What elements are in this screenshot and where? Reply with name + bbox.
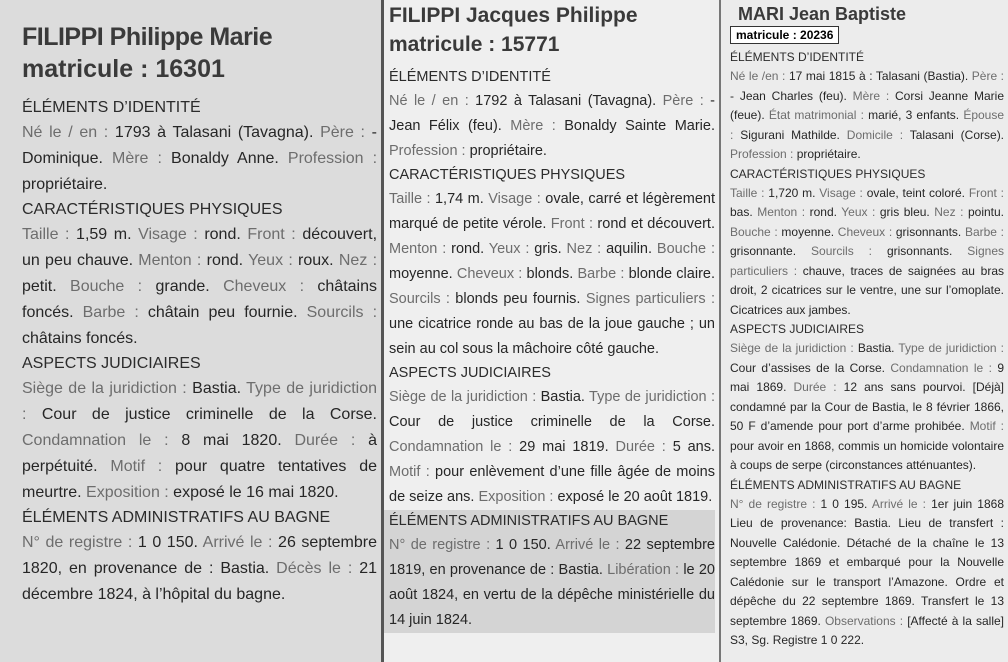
field-label: Nez : [566, 241, 607, 257]
admin-text [389, 533, 715, 633]
field-value: 5 ans. [672, 439, 715, 455]
field-value: 1 0 150. [137, 534, 203, 551]
field-value: blonds. [526, 266, 578, 282]
field-label: Motif : [389, 464, 436, 480]
judicial-text [389, 385, 715, 510]
field-value: rond et découvert. [597, 216, 715, 232]
field-value: Cour de justice criminelle de la Corse. [389, 414, 715, 430]
field-value: Cour d’assises de la Corse. [730, 360, 891, 375]
field-label: Type de juridiction : [898, 341, 1005, 355]
admin-text [730, 495, 1004, 651]
person-name: FILIPPI Philippe Marie [22, 23, 273, 51]
field-label: Père : [662, 93, 711, 109]
physical-text [389, 187, 715, 362]
field-label: Type de juridiction : [589, 389, 715, 405]
field-value: exposé le 20 août 1819. [557, 489, 713, 505]
field-label: Barbe : [82, 304, 148, 321]
field-label: Visage : [488, 191, 546, 207]
field-value: petit. [22, 278, 71, 295]
field-value: bas. [730, 205, 758, 219]
field-label: Front : [550, 216, 598, 232]
field-label: Siège de la juridiction : [730, 341, 858, 355]
field-label: Arrivé le : [202, 534, 279, 551]
field-value: rond. [451, 241, 489, 257]
field-label: Condamnation le : [890, 360, 998, 375]
person-name: FILIPPI Jacques Philippe [389, 4, 638, 27]
field-label: N° de registre : [22, 534, 138, 551]
field-label: Menton : [389, 241, 452, 257]
field-value: pour avoir en 1868, commis un homicide volontaire à coups de serpe (circonstances atténuantes). [730, 438, 1004, 472]
field-value: 1,59 m. [76, 226, 139, 243]
field-label: Né le / en : [389, 93, 476, 109]
field-value: marié, 3 enfants. [868, 108, 964, 122]
field-value: pointu. [967, 205, 1005, 219]
field-value: chauve, traces de saignées au bras droit, 2 cicatrices sur le ventre, une sur l’omoplate. Cicatrices aux jambes. [730, 263, 1004, 317]
field-value: 1er juin 1868 Lieu de provenance: Bastia. Lieu de transfert : Nouvelle Calédonie. Détaché de la chaîne le 13 septembre 1869 et embarqué pour la Nouvelle Calédonie sur le transport l’Amazone. Ordre et dépêche du 22 septembre 1869. Transfert le 13 septembre 1869. [730, 496, 1005, 628]
field-label: Taille : [389, 191, 435, 207]
physical-text [730, 184, 1004, 321]
field-label: Décès le : [276, 560, 360, 577]
field-value: 1 0 150. [495, 537, 556, 553]
field-label: Durée : [294, 432, 369, 449]
field-value: Sigurani Mathilde. [740, 127, 847, 142]
field-label: Père : [971, 69, 1005, 83]
section-title-identity: ÉLÉMENTS D’IDENTITÉ [22, 99, 201, 116]
field-label: Condamnation le : [389, 439, 520, 455]
field-label: Arrivé le : [555, 537, 625, 553]
field-value: le 20 août 1824, en vertu de la dépêche ministérielle du 14 juin 1824. [389, 562, 715, 628]
field-value: Talasani (Corse). [909, 127, 1005, 142]
field-value: rond. [206, 252, 249, 269]
field-value: une cicatrice ronde au bas de la joue gauche ; un sein au col sous la mâchoire côté gauche. [389, 316, 715, 357]
field-label: N° de registre : [730, 496, 821, 511]
field-label: État matrimonial : [768, 108, 869, 122]
field-label: Durée : [615, 439, 673, 455]
field-label: Nez : [338, 252, 378, 269]
field-value: découvert, un peu chauve. [22, 226, 378, 269]
field-value: 1 0 195. [820, 496, 872, 511]
field-value: propriétaire. [469, 143, 547, 159]
field-value: pour enlèvement d’une fille âgée de moins de seize ans. [389, 464, 715, 505]
field-label: Cheveux : [837, 224, 896, 239]
section-title-identity: ÉLÉMENTS D’IDENTITÉ [389, 69, 551, 85]
section-title-judicial: ASPECTS JUDICIAIRES [389, 365, 551, 381]
field-value: à perpétuité. [22, 432, 377, 475]
field-label: Né le / en : [22, 124, 115, 141]
field-label: Yeux : [841, 205, 880, 219]
field-value: propriétaire. [796, 147, 861, 161]
field-label: Barbe : [577, 266, 629, 282]
field-value: grisonnants. [886, 244, 968, 258]
section-title-admin: ÉLÉMENTS ADMINISTRATIFS AU BAGNE [730, 477, 962, 492]
field-value: moyenne. [781, 224, 838, 239]
section-title-identity: ÉLÉMENTS D’IDENTITÉ [730, 50, 865, 64]
field-label: Visage : [819, 185, 867, 200]
field-value: rond. [809, 205, 842, 219]
field-label: Profession : [287, 150, 378, 167]
field-label: Front : [247, 226, 303, 243]
field-label: Épouse : [730, 108, 1005, 142]
record-filippi-jacques [384, 0, 721, 662]
field-label: Signes particuliers : [585, 291, 715, 307]
section-title-admin: ÉLÉMENTS ADMINISTRATIFS AU BAGNE [22, 509, 331, 526]
identity-text [730, 67, 1004, 165]
field-label: Front : [968, 185, 1004, 200]
field-value: ovale, teint coloré. [866, 185, 969, 200]
field-label: Exposition : [86, 484, 174, 501]
field-value: gris bleu. [879, 205, 935, 219]
record-mari-jean-baptiste [721, 0, 1008, 662]
field-label: Sourcils : [306, 304, 378, 321]
field-value: - Jean Félix (feu). [389, 93, 715, 134]
identity-text [22, 120, 377, 198]
field-label: Cheveux : [456, 266, 527, 282]
field-label: Motif : [110, 458, 176, 475]
record-filippi-philippe [0, 0, 384, 662]
field-label: Arrivé le : [871, 496, 932, 511]
field-value: Bastia. [540, 389, 590, 405]
field-label: Né le /en : [730, 69, 789, 83]
field-value: châtains foncés. [22, 330, 138, 347]
field-value: Bastia. [857, 341, 899, 355]
field-label: Siège de la juridiction : [389, 389, 541, 405]
field-value: Bastia. [192, 380, 247, 397]
field-label: Taille : [22, 226, 77, 243]
field-value: grande. [155, 278, 224, 295]
field-value: 1793 à Talasani (Tavagna). [114, 124, 321, 141]
field-label: Libération : [607, 562, 684, 578]
field-label: Siège de la juridiction : [22, 380, 193, 397]
field-value: roux. [298, 252, 339, 269]
field-value: moyenne. [389, 266, 457, 282]
field-value: 21 décembre 1824, à l’hôpital du bagne. [22, 560, 377, 603]
field-label: Cheveux : [223, 278, 318, 295]
field-value: blonde claire. [628, 266, 715, 282]
field-label: Mère : [852, 88, 895, 103]
admin-block [384, 510, 715, 633]
field-value: [Affecté à la salle] S3, Sg. Registre 1 0 222. [730, 613, 1004, 647]
matricule-number: matricule : 15771 [389, 33, 560, 56]
admin-text [22, 530, 377, 608]
person-name: MARI Jean Baptiste [738, 4, 907, 24]
field-label: Domicile : [846, 127, 910, 142]
field-label: Menton : [757, 205, 810, 219]
field-label: Yeux : [488, 241, 535, 257]
field-value: - Dominique. [22, 124, 377, 167]
field-value: gris. [534, 241, 567, 257]
field-value: - Jean Charles (feu). [730, 88, 853, 103]
matricule-number: matricule : 16301 [22, 55, 225, 83]
matricule-number: matricule : 20236 [730, 26, 839, 44]
field-label: Bouche : [70, 278, 156, 295]
field-label: Profession : [389, 143, 470, 159]
field-label: Bouche : [730, 224, 782, 239]
field-value: Cour de justice criminelle de la Corse. [41, 406, 377, 423]
field-label: Profession : [730, 147, 797, 161]
section-title-physical: CARACTÉRISTIQUES PHYSIQUES [22, 201, 283, 218]
field-label: N° de registre : [389, 537, 496, 553]
section-title-judicial: ASPECTS JUDICIAIRES [730, 322, 865, 336]
physical-text [22, 222, 377, 352]
field-label: Taille : [730, 185, 769, 200]
field-label: Sourcils : [389, 291, 456, 307]
field-value: châtains foncés. [22, 278, 377, 321]
section-title-physical: CARACTÉRISTIQUES PHYSIQUES [730, 166, 926, 181]
field-value: blonds peu fournis. [455, 291, 586, 307]
field-value: 9 mai 1869. [730, 360, 1004, 394]
section-title-physical: CARACTÉRISTIQUES PHYSIQUES [389, 167, 626, 183]
field-value: aquilin. [606, 241, 657, 257]
field-value: grisonnants. [895, 224, 965, 239]
field-value: pour quatre tentatives de meurtre. [22, 458, 377, 501]
field-value: rond. [204, 226, 248, 243]
field-label: Visage : [138, 226, 205, 243]
field-label: Mère : [510, 118, 565, 134]
identity-text [389, 89, 715, 164]
field-value: 1,74 m. [434, 191, 489, 207]
field-value: 29 mai 1819. [519, 439, 616, 455]
field-label: Signes particuliers : [730, 244, 1004, 278]
field-value: 26 septembre 1820, en provenance de : Bastia. [22, 534, 378, 577]
field-value: Bonaldy Sainte Marie. [564, 118, 715, 134]
field-label: Menton : [138, 252, 207, 269]
field-label: Condamnation le : [22, 432, 182, 449]
field-label: Type de juridiction : [22, 380, 377, 423]
field-label: Yeux : [248, 252, 299, 269]
field-value: ovale, carré et légèrement marqué de petite vérole. [389, 191, 715, 232]
field-label: Barbe : [964, 224, 1004, 239]
field-value: 22 septembre 1819, en provenance de : Bastia. [389, 537, 715, 578]
field-label: Exposition : [478, 489, 558, 505]
field-value: 1,720 m. [768, 185, 820, 200]
field-value: 8 mai 1820. [181, 432, 295, 449]
field-value: propriétaire. [22, 176, 108, 193]
field-label: Mère : [112, 150, 172, 167]
field-value: grisonnante. [730, 244, 812, 258]
field-value: exposé le 16 mai 1820. [173, 484, 339, 501]
judicial-text [22, 376, 377, 506]
section-title-judicial: ASPECTS JUDICIAIRES [22, 355, 201, 372]
field-label: Motif : [969, 419, 1005, 433]
field-label: Bouche : [656, 241, 715, 257]
field-value: Corsi Jeanne Marie (feue). [730, 88, 1005, 122]
field-value: Bonaldy Anne. [171, 150, 288, 167]
field-label: Observations : [824, 613, 908, 628]
field-label: Sourcils : [811, 244, 887, 258]
field-value: 1792 à Talasani (Tavagna). [475, 93, 663, 109]
field-value: 17 mai 1815 à : Talasani (Bastia). [788, 69, 972, 83]
section-title-admin: ÉLÉMENTS ADMINISTRATIFS AU BAGNE [389, 513, 669, 529]
judicial-text [730, 339, 1004, 476]
field-value: 12 ans sans pourvoi. [Déjà] condamné par la Cour de Bastia, le 8 février 1866, 50 F d’amende pour port d’arme prohibée. [730, 380, 1004, 433]
field-label: Nez : [934, 205, 968, 219]
field-value: châtain peu fournie. [147, 304, 307, 321]
field-label: Père : [320, 124, 372, 141]
field-label: Durée : [793, 380, 844, 394]
